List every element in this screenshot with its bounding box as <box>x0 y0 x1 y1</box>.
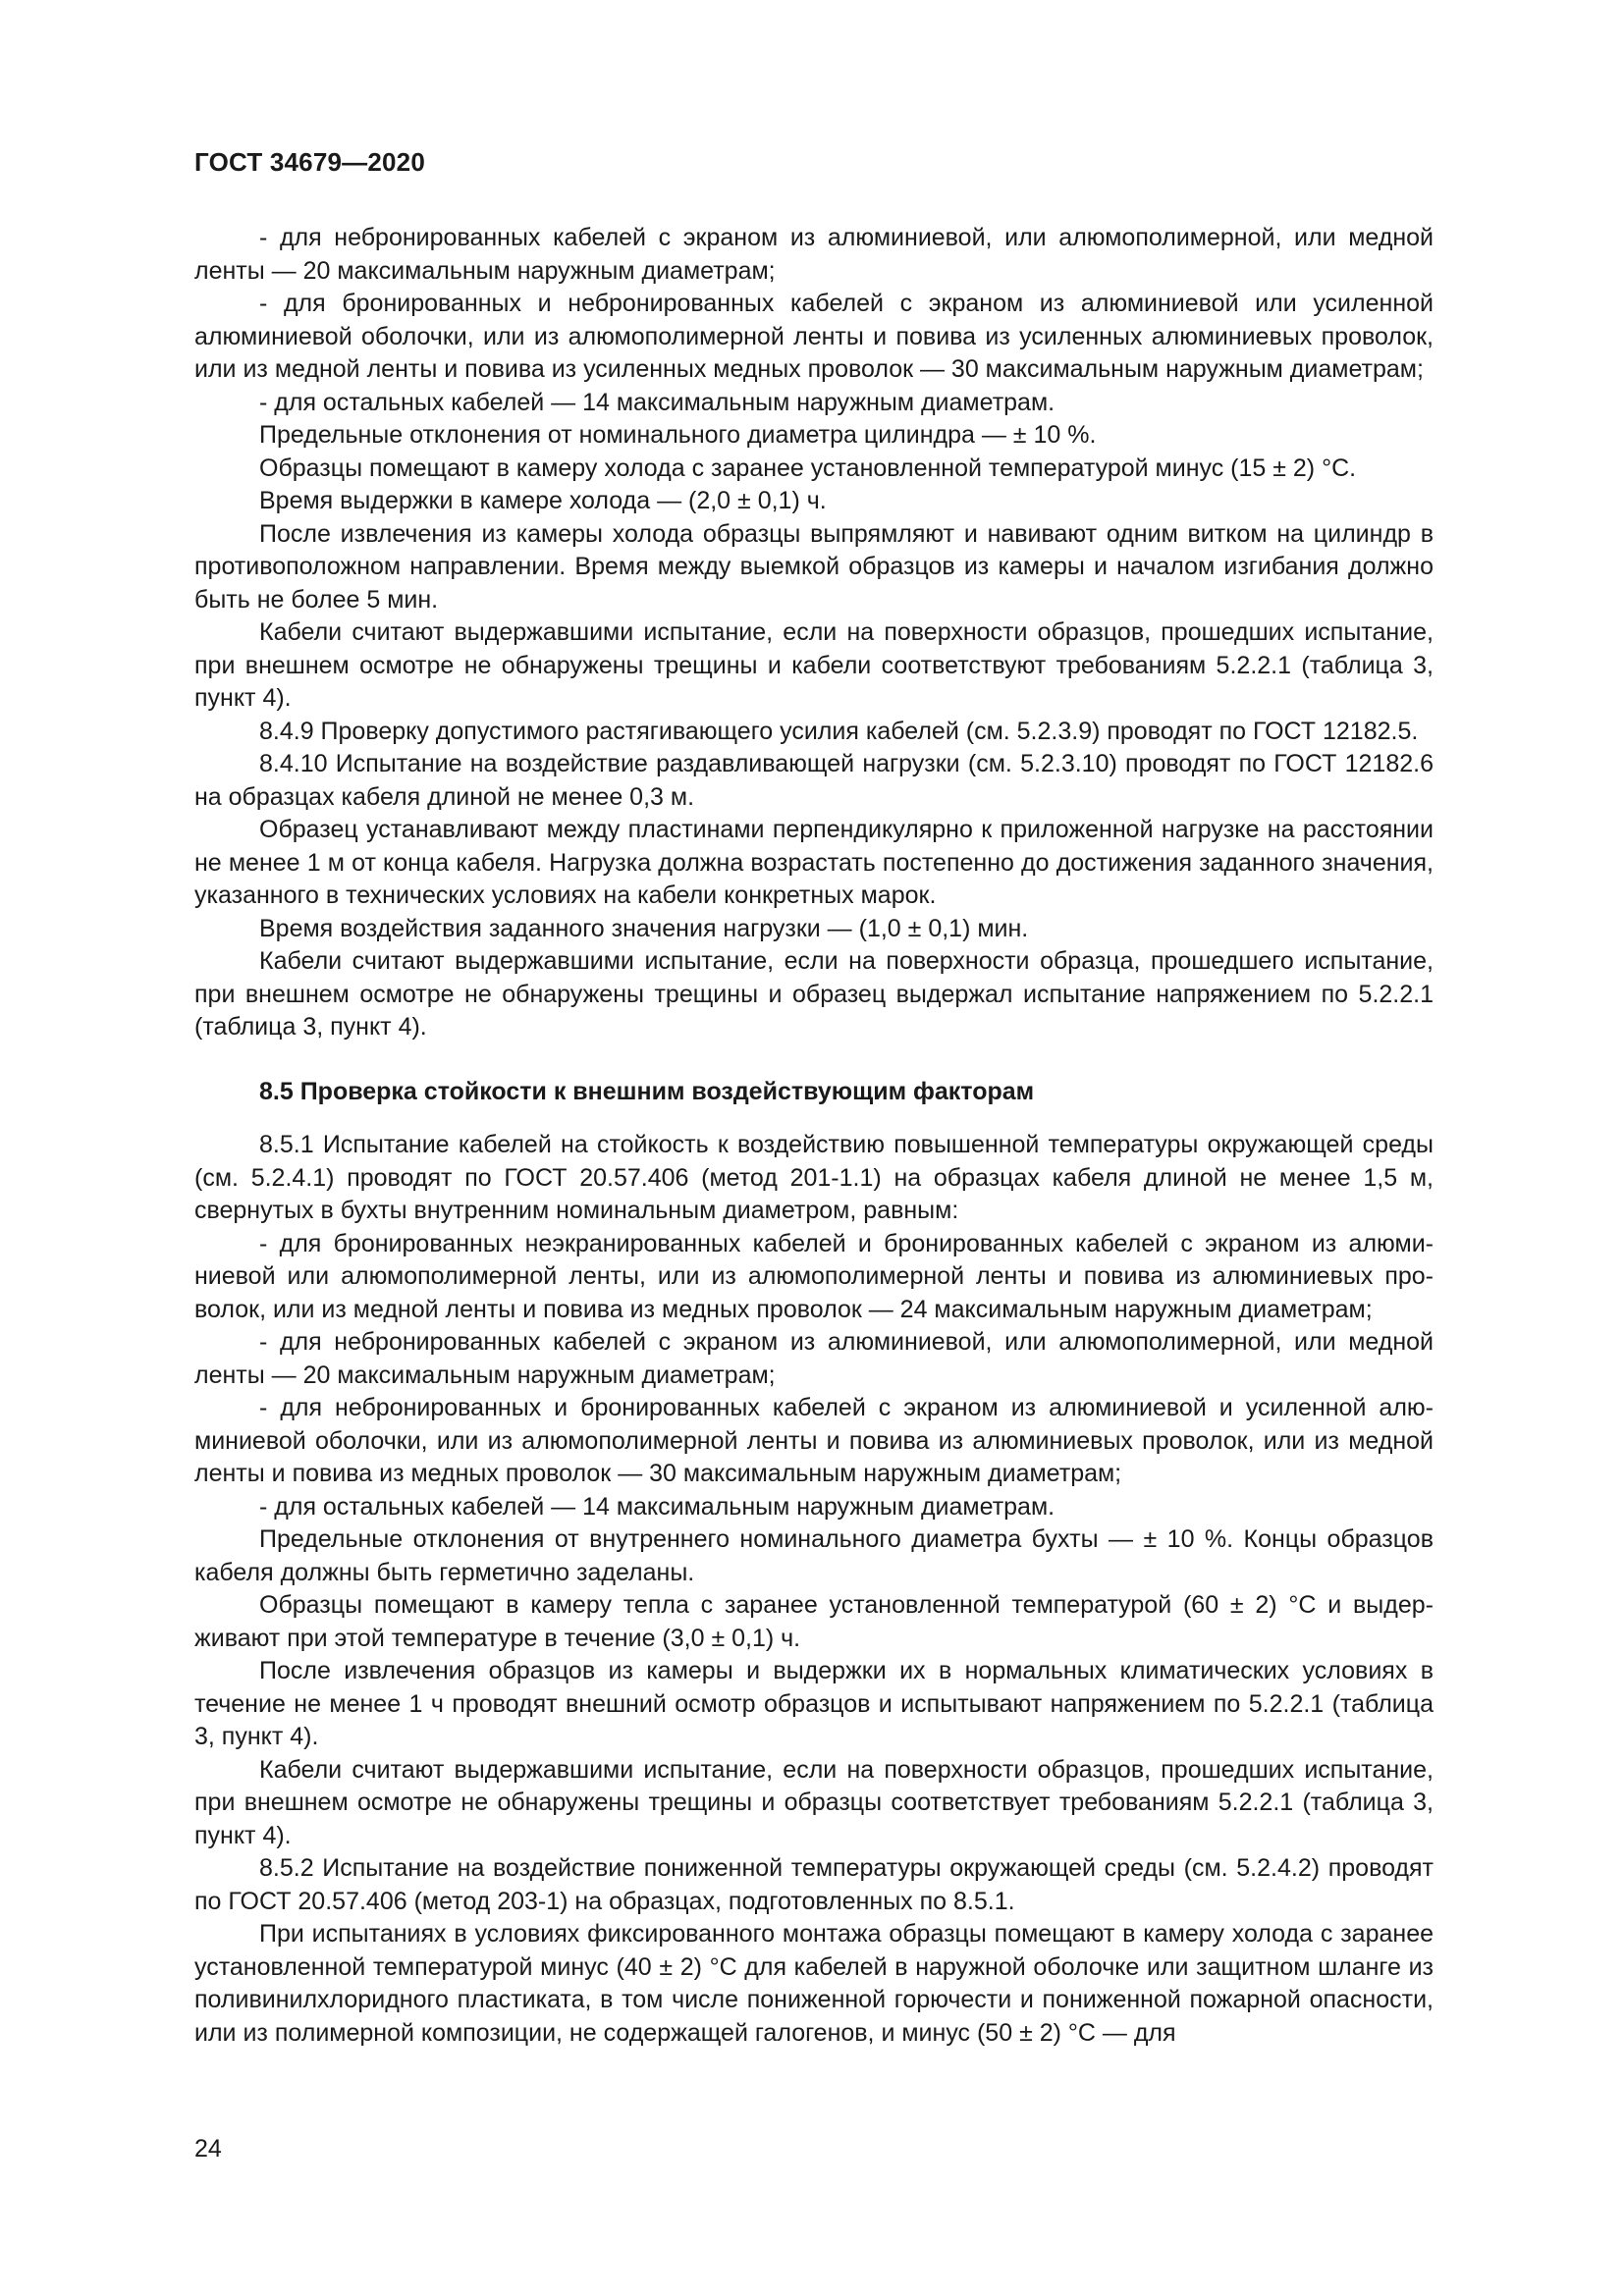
paragraph: - для небронированных кабелей с экраном из алюминиевой, или алюмополимерной, или медной ленты — 20 максимальным наружным диаметрам; <box>194 224 1434 285</box>
paragraph: 8.4.9 Проверку допустимого растягивающего усилия кабелей (см. 5.2.3.9) проводят по ГОСТ 12182.5. <box>259 717 1419 745</box>
paragraph: Предельные отклонения от номинального диаметра цилиндра — ± 10 %. <box>259 421 1097 449</box>
paragraph: Предельные отклонения от внутреннего номинального диаметра бухты — ± 10 %. Концы образцов кабеля должны быть герметично заделаны. <box>194 1525 1434 1586</box>
paragraph: - для бронированных и небронированных кабелей с экраном из алюминиевой или усиленной алюминиевой оболочки, или из алюмополимерной ленты и повива из усиленных алюминиевых проволок, или из медной ленты и повива из усиленных медных проволок — 30 максимальным наружным диаметрам; <box>194 290 1434 383</box>
paragraph: - для остальных кабелей — 14 максимальным наружным диаметрам. <box>259 388 1056 416</box>
paragraph: Кабели считают выдержавшими испытание, если на поверхности образцов, прошедших испытание, при внешнем осмотре не обнаружены трещины и образцы соответствует требованиям 5.2.2.1 (таблица 3, пункт 4). <box>194 1755 1434 1849</box>
paragraph: - для остальных кабелей — 14 максимальным наружным диаметрам. <box>259 1492 1056 1521</box>
paragraph: Образцы помещают в камеру тепла с заранее установленной температурой (60 ± 2) °С и выдерживают при этой температуре в течение (3,0 ± 0,1) ч. <box>194 1591 1434 1652</box>
document-header: ГОСТ 34679—2020 <box>194 147 425 177</box>
paragraph: Время воздействия заданного значения нагрузки — (1,0 ± 0,1) мин. <box>259 914 1029 942</box>
paragraph: Образцы помещают в камеру холода с заранее установленной температурой минус (15 ± 2) °С. <box>259 454 1357 482</box>
paragraph: При испытаниях в условиях фиксированного монтажа образцы помещают в камеру холода с заранее установленной температурой минус (40 ± 2) °С для кабелей в наружной оболочке или защитном шланге из поливинилхлоридного пластиката, в том числе пониженной горючести и пониженной пожарной опасности, или из полимерной композиции, не содержащей галогенов, и минус (50 ± 2) °С — для <box>194 1920 1434 2047</box>
paragraph: - для бронированных неэкранированных кабелей и бронированных кабелей с экраном из алюминиевой или алюмополимерной ленты, или из алюмополимерной ленты и повива из алюминиевых проволок, или из медной ленты и повива из медных проволок — 24 максимальным наружным диаметрам; <box>194 1229 1434 1323</box>
paragraph-group-b <box>194 1129 1434 2050</box>
paragraph: - для небронированных кабелей с экраном из алюминиевой, или алюмополимерной, или медной ленты — 20 максимальным наружным диаметрам; <box>194 1328 1434 1389</box>
paragraph: Образец устанавливают между пластинами перпендикулярно к приложенной нагрузке на расстоянии не менее 1 м от конца кабеля. Нагрузка должна возрастать постепенно до достижения заданного значения, указанного в технических условиях на кабели конкретных марок. <box>194 816 1434 909</box>
paragraph: 8.5.1 Испытание кабелей на стойкость к воздействию повышенной температуры окружающей среды (см. 5.2.4.1) проводят по ГОСТ 20.57.406 (метод 201-1.1) на образцах кабеля длиной не менее 1,5 м, свернутых в бухты внутренним номинальным диаметром, равным: <box>194 1131 1434 1224</box>
paragraph: - для небронированных и бронированных кабелей с экраном из алюминиевой и усиленной алюминиевой оболочки, или из алюмополимерной ленты и повива из алюминиевых проволок, или из медной ленты и повива из медных проволок — 30 максимальным наружным диаметрам; <box>194 1394 1434 1487</box>
paragraph: Кабели считают выдержавшими испытание, если на поверхности образцов, прошедших испытание, при внешнем осмотре не обнаружены трещины и кабели соответствуют требованиям 5.2.2.1 (таблица 3, пункт 4). <box>194 618 1434 712</box>
section-heading: 8.5 Проверка стойкости к внешним воздействующим факторам <box>259 1077 1035 1105</box>
paragraph: 8.4.10 Испытание на воздействие раздавливающей нагрузки (см. 5.2.3.10) проводят по ГОСТ 12182.6 на образцах кабеля длиной не менее 0,3 м. <box>194 750 1434 811</box>
paragraph: Время выдержки в камере холода — (2,0 ± 0,1) ч. <box>259 487 827 514</box>
document-body <box>194 222 1434 2050</box>
paragraph: После извлечения из камеры холода образцы выпрямляют и навивают одним витком на цилиндр в противоположном направлении. Время между выемкой образцов из камеры и началом изгибания должно быть не более 5 мин. <box>194 519 1434 614</box>
paragraph-group-a <box>194 222 1434 1044</box>
paragraph: 8.5.2 Испытание на воздействие пониженной температуры окружающей среды (см. 5.2.4.2) проводят по ГОСТ 20.57.406 (метод 203-1) на образцах, подготовленных по 8.5.1. <box>194 1854 1434 1915</box>
page-number: 24 <box>194 2135 222 2163</box>
paragraph: После извлечения образцов из камеры и выдержки их в нормальных климатических условиях в течение не менее 1 ч проводят внешний осмотр образцов и испытывают напряжением по 5.2.2.1 (таблица 3, пункт 4). <box>194 1657 1434 1750</box>
paragraph: Кабели считают выдержавшими испытание, если на поверхности образца, прошедшего испытание, при внешнем осмотре не обнаружены трещины и образец выдержал испытание напряжением по 5.2.2.1 (таблица 3, пункт 4). <box>194 947 1434 1041</box>
